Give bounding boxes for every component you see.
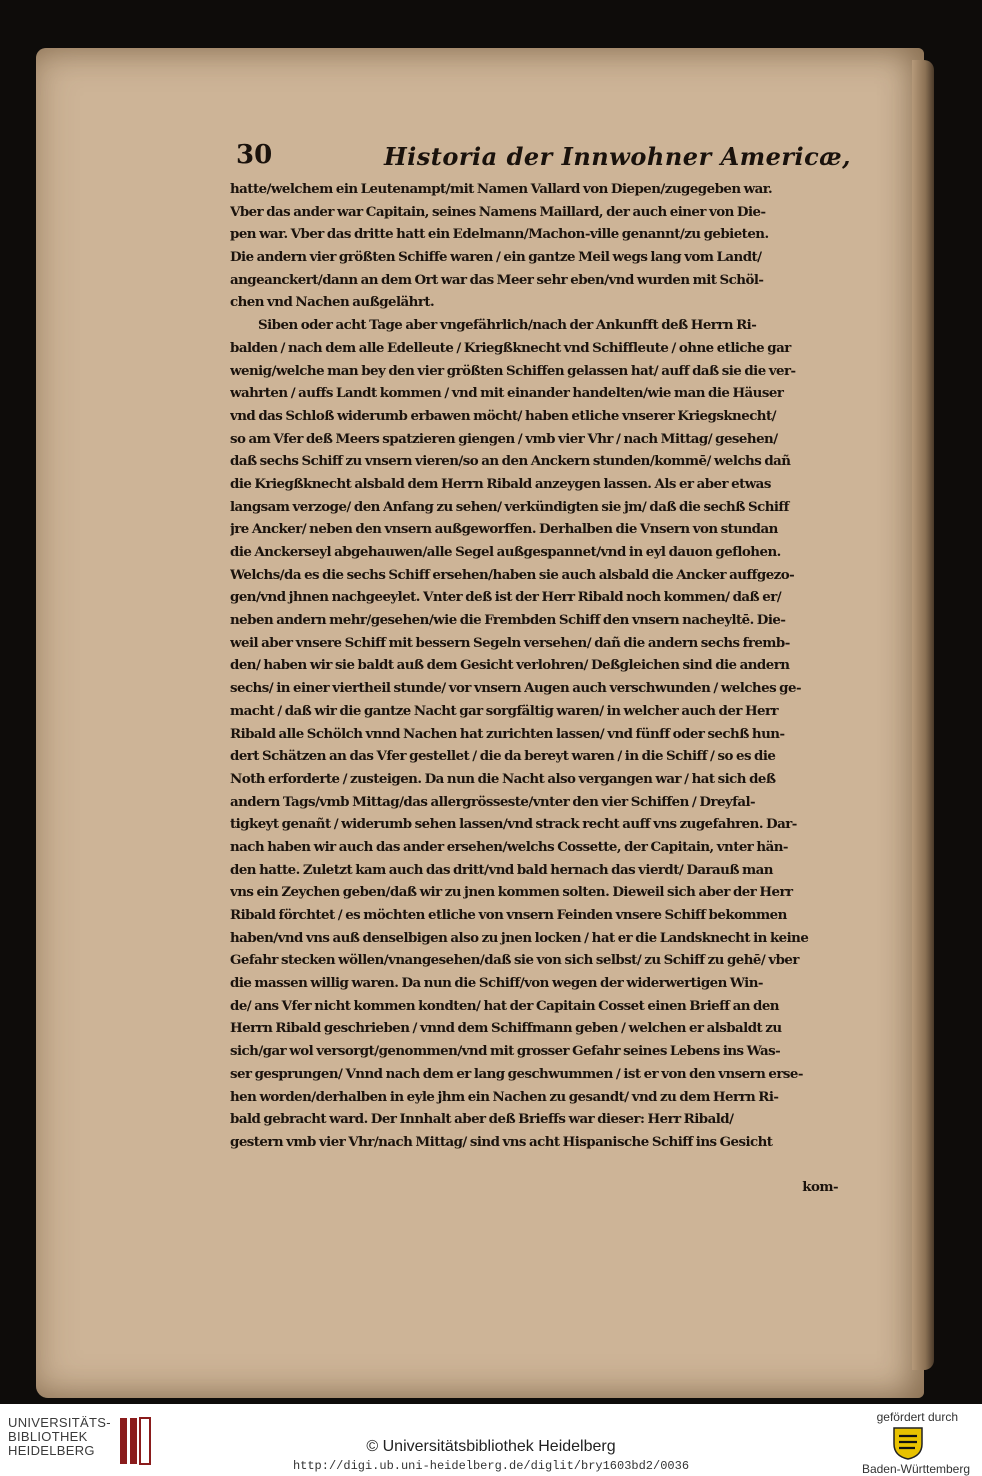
library-name-line: HEIDELBERG [8,1443,95,1458]
text-line: wahrten / auffs Landt kommen / vnd mit einander handelten/wie man die Häuser [230,385,784,402]
text-line: Welchs/da es die sechs Schiff ersehen/haben sie auch alsbald die Ancker auffgezo- [230,566,795,583]
text-line: Ribald förchtet / es möchten etliche von vnsern Feinden vnsere Schiff bekommen [230,907,787,923]
text-line: sich/gar wol versorgt/genommen/vnd mit grosser Gefahr seines Lebens ins Was- [230,1043,781,1060]
page-number: 30 [236,140,273,170]
funder-name: Baden-Württemberg [861,1462,970,1476]
text-line: bald gebracht ward. Der Innhalt aber deß Brieffs war dieser: Herr Ribald/ [230,1111,734,1128]
text-line: daß sechs Schiff zu vnsern vieren/so an den Anckern stunden/kommē/ welchs dañ [230,453,791,470]
library-name-line: UNIVERSITÄTS- [8,1415,111,1430]
text-line: den/ haben wir sie baldt auß dem Gesicht verlohren/ Deßgleichen sind die andern [230,657,790,674]
text-line: langsam verzoge/ den Anfang zu sehen/ verkündigten sie jm/ daß die sechß Schiff [230,498,789,515]
text-line: ser gesprungen/ Vnnd nach dem er lang geschwummen / ist er von den vnsern erse- [230,1065,803,1082]
viewer-footer [0,1404,982,1476]
page-header [236,140,851,176]
text-line: gestern vmb vier Vhr/nach Mittag/ sind vns acht Hispanische Schiff ins Gesicht [230,1133,773,1150]
text-line: Siben oder acht Tage aber vngefährlich/nach der Ankunfft deß Herrn Ri- [258,317,757,334]
text-line: weil aber vnsere Schiff mit bessern Segeln versehen/ dañ die andern sechs fremb- [230,634,790,651]
text-line: so am Vfer deß Meers spatzieren giengen / vmb vier Vhr / nach Mittag/ gesehen/ [230,430,778,447]
text-line: andern Tags/vmb Mittag/das allergrösseste/vnter den vier Schiffen / Dreyfal- [230,793,756,810]
library-name-line: BIBLIOTHEK [8,1429,88,1444]
text-line: nach haben wir auch das ander ersehen/welchs Cossette, der Capitain, vnter hän- [230,838,788,855]
running-title: Historia der Innwohner Americæ, [384,142,851,171]
text-line: die massen willig waren. Da nun die Schiff/von wegen der widerwertigen Win- [230,975,763,992]
permalink-url[interactable]: http://digi.ub.uni-heidelberg.de/diglit/bry1603bd2/0036 [292,1459,690,1473]
text-line: die Anckerseyl abgehauwen/alle Segel außgespannet/vnd in eyl dauon geflohen. [230,544,781,560]
text-line: den hatte. Zuletzt kam auch das dritt/vnd bald hernach das vierdt/ Darauß man [230,861,773,878]
text-line: Noth erforderte / zusteigen. Da nun die Nacht also vergangen war / hat sich deß [230,770,776,787]
page-edge [912,60,934,1370]
body-text [230,178,844,1199]
text-line: Ribald alle Schölch vnnd Nachen hat zurichten lassen/ vnd fünff oder sechß hun- [230,725,785,742]
text-line: pen war. Vber das dritte hatt ein Edelmann/Machon-ville genannt/zu gebieten. [230,226,769,243]
text-line: Vber das ander war Capitain, seines Namens Maillard, der auch einer von Die- [230,203,766,220]
funded-by-label: gefördert durch [876,1410,958,1424]
text-line: neben andern mehr/gesehen/wie die Frembden Schiff den vnsern nacheyltē. Die- [230,612,786,629]
text-line: jre Ancker/ neben den vnsern außgeworffen. Derhalben die Vnsern von stundan [230,521,778,538]
text-line: wenig/welche man bey den vier größten Schiffen gelassen hat/ auff daß sie die ver- [230,362,796,379]
copyright-notice: © Universitätsbibliothek Heidelberg [366,1438,616,1455]
text-line: haben/vnd vns auß denselbigen also zu jnen locken / hat er die Landsknecht in keine [230,929,809,946]
text-line: de/ ans Vfer nicht kommen kondten/ hat der Capitain Cosset einen Brieff an den [230,997,779,1014]
text-line: dert Schätzen an das Vfer gestellet / die da bereyt waren / in die Schiff / so es die [230,748,776,765]
text-line: vns ein Zeychen geben/daß wir zu jnen kommen solten. Dieweil sich aber der Herr [230,884,793,901]
text-line: chen vnd Nachen außgelährt. [230,294,435,311]
text-line: Herrn Ribald geschrieben / vnnd dem Schiffmann geben / welchen er alsbaldt zu [230,1020,782,1037]
catchword: kom- [802,1179,838,1196]
text-line: gen/vnd jhnen nachgeeylet. Vnter deß ist der Herr Ribald noch kommen/ daß er/ [230,589,782,606]
text-line: die Kriegßknecht alsbald dem Herrn Ribald anzeygen lassen. Als er aber etwas [230,475,771,492]
text-line: tigkeyt genañt / widerumb sehen lassen/vnd strack recht auff vns zugefahren. Dar- [230,816,797,833]
text-line: sechs/ in einer viertheil stunde/ vor vnsern Augen auch verschwunden / welches ge- [230,680,801,697]
coat-of-arms-icon [888,1426,928,1460]
text-line: Gefahr stecken wöllen/vnangesehen/daß sie von sich selbst/ zu Schiff zu gehē/ vber [230,952,799,969]
text-line: hen worden/derhalben in eyle jhm ein Nachen zu gesandt/ vnd zu dem Herrn Ri- [230,1088,779,1105]
text-line [230,1154,844,1177]
text-line: angeanckert/dann an dem Ort war das Meer sehr eben/vnd wurden mit Schöl- [230,271,764,288]
text-line: balden / nach dem alle Edelleute / Kriegßknecht vnd Schiffleute / ohne etliche gar [230,339,791,356]
text-line: hatte/welchem ein Leutenampt/mit Namen Vallard von Diepen/zugegeben war. [230,181,773,197]
text-line: Die andern vier größten Schiffe waren / ein gantze Meil wegs lang vom Landt/ [230,249,762,266]
text-line: vnd das Schloß widerumb erbawen möcht/ haben etliche vnserer Kriegsknecht/ [230,407,776,424]
text-line: macht / daß wir die gantze Nacht gar sorgfältig waren/ in welcher auch der Herr [230,702,779,719]
